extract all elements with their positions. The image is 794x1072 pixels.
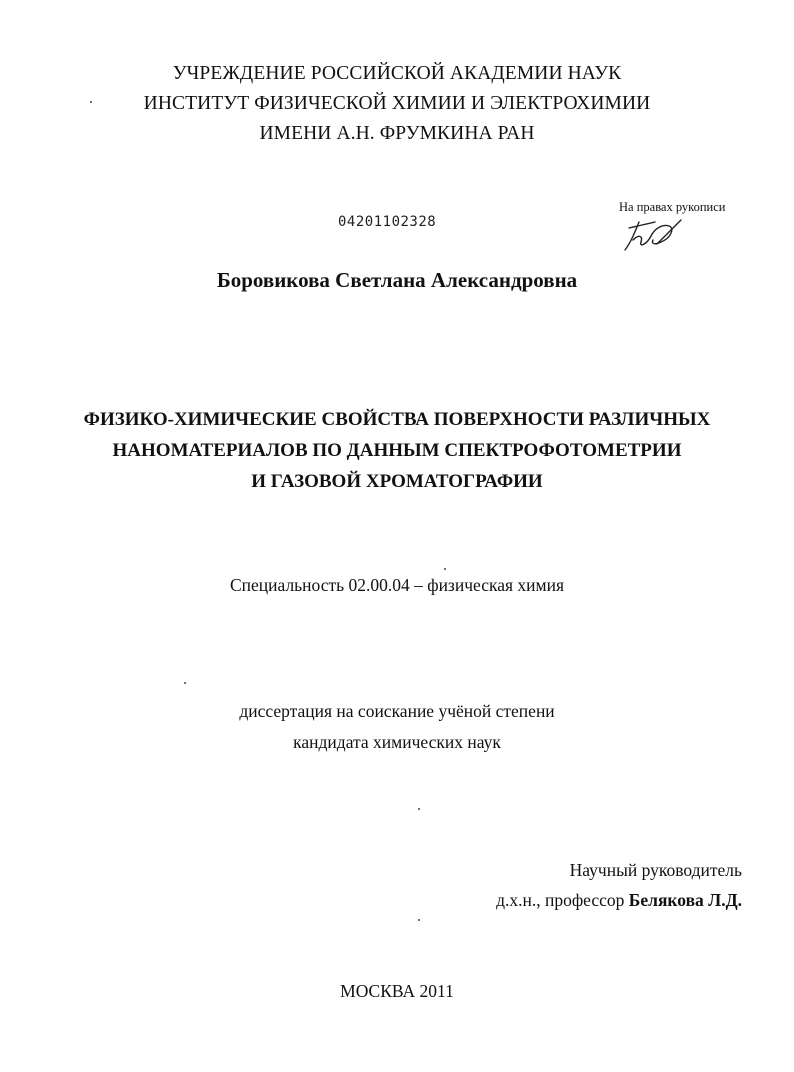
- signature-image: [621, 214, 683, 254]
- degree-line-1: диссертация на соискание учёной степени: [239, 701, 555, 721]
- city-year: МОСКВА 2011: [340, 981, 454, 1001]
- dissertation-title-line-3: И ГАЗОВОЙ ХРОМАТОГРАФИИ: [251, 471, 543, 492]
- institution-line-1: УЧРЕЖДЕНИЕ РОССИЙСКОЙ АКАДЕМИИ НАУК: [172, 63, 622, 84]
- dissertation-title-line-2: НАНОМАТЕРИАЛОВ ПО ДАННЫМ СПЕКТРОФОТОМЕТРИИ: [112, 440, 682, 461]
- institution-line-2: ИНСТИТУТ ФИЗИЧЕСКОЙ ХИМИИ И ЭЛЕКТРОХИМИИ: [143, 93, 651, 114]
- supervisor-credentials: д.х.н., профессор: [496, 890, 625, 910]
- supervisor-name: Белякова Л.Д.: [628, 890, 742, 910]
- registry-number: 04201102328: [338, 214, 437, 230]
- author-name: Боровикова Светлана Александровна: [216, 268, 578, 292]
- institution-line-3: ИМЕНИ А.Н. ФРУМКИНА РАН: [259, 123, 535, 144]
- dissertation-title-line-1: ФИЗИКО-ХИМИЧЕСКИЕ СВОЙСТВА ПОВЕРХНОСТИ РАЗЛИЧНЫХ: [83, 409, 711, 430]
- scan-speck: [184, 682, 186, 684]
- scan-speck: [418, 919, 420, 921]
- supervisor-label: Научный руководитель: [569, 860, 742, 880]
- scan-speck: [444, 568, 446, 570]
- manuscript-rights-note: На правах рукописи: [619, 200, 726, 214]
- specialty: Специальность 02.00.04 – физическая химия: [229, 575, 565, 595]
- supervisor-block: [496, 892, 742, 910]
- degree-line-2: кандидата химических наук: [293, 732, 501, 752]
- scan-speck: [418, 808, 420, 810]
- scan-speck: [90, 101, 92, 103]
